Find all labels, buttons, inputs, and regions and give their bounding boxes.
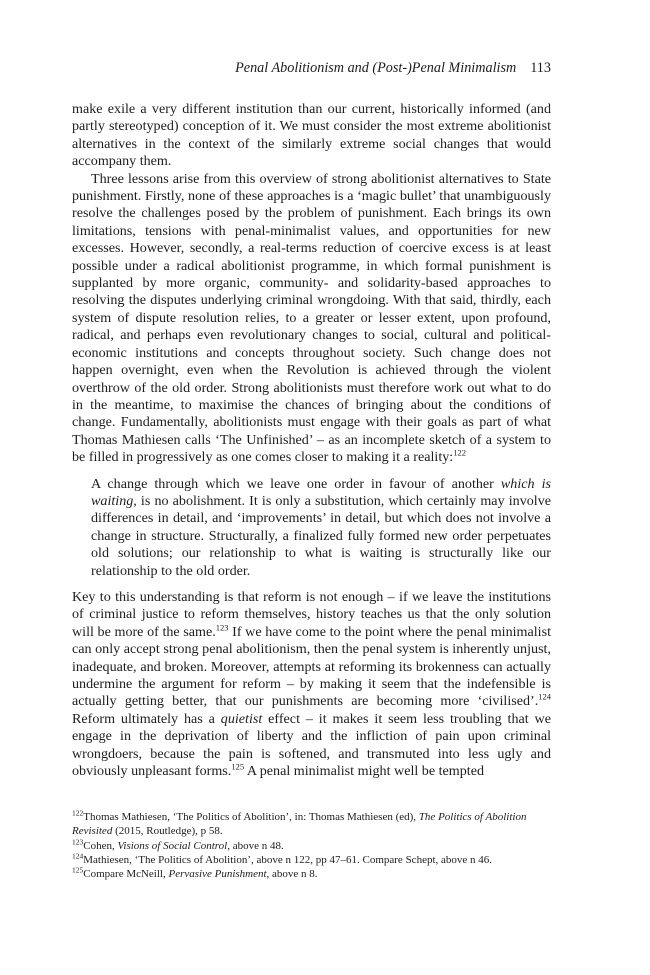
page-number: 113 xyxy=(530,60,551,76)
footnote-text-end: , above n 8. xyxy=(266,868,318,881)
paragraph-2-text: Three lessons arise from this overview of strong abolitionist alternatives to State punishment. Firstly, none of these approaches is a ‘magic bullet’ that unambiguously resolve the challenges posed by the problem of punishment. Each brings its own limitations, tensions with penal-minimalist values, and opportunities for new excesses. However, secondly, a real-terms reduction of coercive excess is at least possible under a radical abolitionist programme, in which formal punishment is supplanted by more organic, community- and solidarity-based approaches to resolving the disputes underlying criminal wrongdoing. With that said, thirdly, each system of dispute resolution relies, to a greater or lesser extent, upon profound, radical, and perhaps even revolutionary changes to social, cultural and political-economic institutions and concepts throughout society. Such change does not happen overnight, even when the Revolution is achieved through the violent overthrow of the old order. Strong abolitionists must therefore work out what to do in the meantime, to maximise the chances of bringing about the conditions of change. Fundamentally, abolitionists must engage with their goals as part of what Thomas Mathiesen calls ‘The Unfinished’ – as an incomplete sketch of a system to be filled in progressively as one comes closer to making it a reality: xyxy=(72,170,551,466)
footnote-ref-123: 123 xyxy=(215,622,229,633)
footnote-mark: 122 xyxy=(72,808,84,818)
footnote-text-end: (2015, Routledge), p 58. xyxy=(112,825,223,838)
paragraph-3 xyxy=(72,589,551,780)
p3-text-b: If we have come to the point where the penal minimalist can only accept strong penal abolitionism, then the penal system is inherently unjust, inadequate, and broken. Moreover, attempts at reforming its brokenness can actually undermine the argument for reform – by making it seem that the indefensible is actually getting better, that our punishments are becoming more ‘civilised’. xyxy=(72,623,551,710)
quote-text-a: A change through which we leave one order in favour of another xyxy=(91,475,501,492)
book-page xyxy=(72,60,551,780)
footnote-125 xyxy=(72,867,551,881)
quote-italic: which is waiting xyxy=(91,475,551,509)
footnote-mark: 124 xyxy=(72,851,84,861)
footnote-italic: The Politics of Abolition Revisited xyxy=(72,811,527,838)
footnote-mark: 125 xyxy=(72,865,84,875)
footnote-italic: Visions of Social Control xyxy=(117,839,228,852)
p3-italic: quietist xyxy=(220,710,263,727)
footnote-122 xyxy=(72,810,551,839)
footnote-text-end: , above n 48. xyxy=(227,839,284,852)
paragraph-1: make exile a very different institution than our current, historically informed (and partly stereotyped) conception of it. We must consider the most extreme abolitionist alternatives in the context of the similarly extreme social changes that would accompany them. xyxy=(72,101,551,170)
paragraph-2 xyxy=(72,171,551,467)
p3-text-c: Reform ultimately has a xyxy=(72,710,221,727)
footnote-ref-125: 125 xyxy=(231,761,245,772)
footnote-mark: 123 xyxy=(72,836,84,846)
footnote-ref-122: 122 xyxy=(453,447,466,458)
p3-text-e: A penal minimalist might well be tempted xyxy=(244,763,485,780)
footnote-123 xyxy=(72,836,551,853)
footnote-text: Cohen, xyxy=(83,839,118,852)
footnote-italic: Pervasive Punishment xyxy=(168,868,267,881)
body-text xyxy=(72,101,551,780)
footnote-ref-124: 124 xyxy=(538,691,551,702)
block-quote xyxy=(91,476,551,580)
footnote-text: Thomas Mathiesen, ‘The Politics of Abolition’, in: Thomas Mathiesen (ed), xyxy=(83,811,419,823)
footnotes xyxy=(72,810,551,881)
running-title: Penal Abolitionism and (Post-)Penal Minimalism xyxy=(235,60,517,76)
footnote-text: Mathiesen, ‘The Politics of Abolition’, above n 122, pp 47–61. Compare Schept, above n 46. xyxy=(83,853,493,866)
running-header xyxy=(72,60,551,77)
p3-text-a: Key to this understanding is that reform is not enough – if we leave the institutions of criminal justice to reform themselves, history teaches us that the only solution will be more of the same. xyxy=(72,588,551,640)
footnote-124 xyxy=(72,853,551,867)
block-quote-text xyxy=(91,476,551,580)
p3-text-d: effect – it makes it seem less troubling that we engage in the deprivation of liberty and the infliction of pain upon criminal wrongdoers, because the pain is softened, and transmuted into less ugly and obviously unpleasant forms. xyxy=(72,710,551,780)
quote-text-b: , is no abolishment. It is only a substitution, which certainly may involve differences in detail, and ‘improvements’ in detail, but which does not involve a change in structure. Structurally, a finalized fully formed new order perpetuates old solutions; our relationship to what is waiting is structurally like our relationship to the old order. xyxy=(91,492,551,579)
footnote-text: Compare McNeill, xyxy=(83,868,169,881)
